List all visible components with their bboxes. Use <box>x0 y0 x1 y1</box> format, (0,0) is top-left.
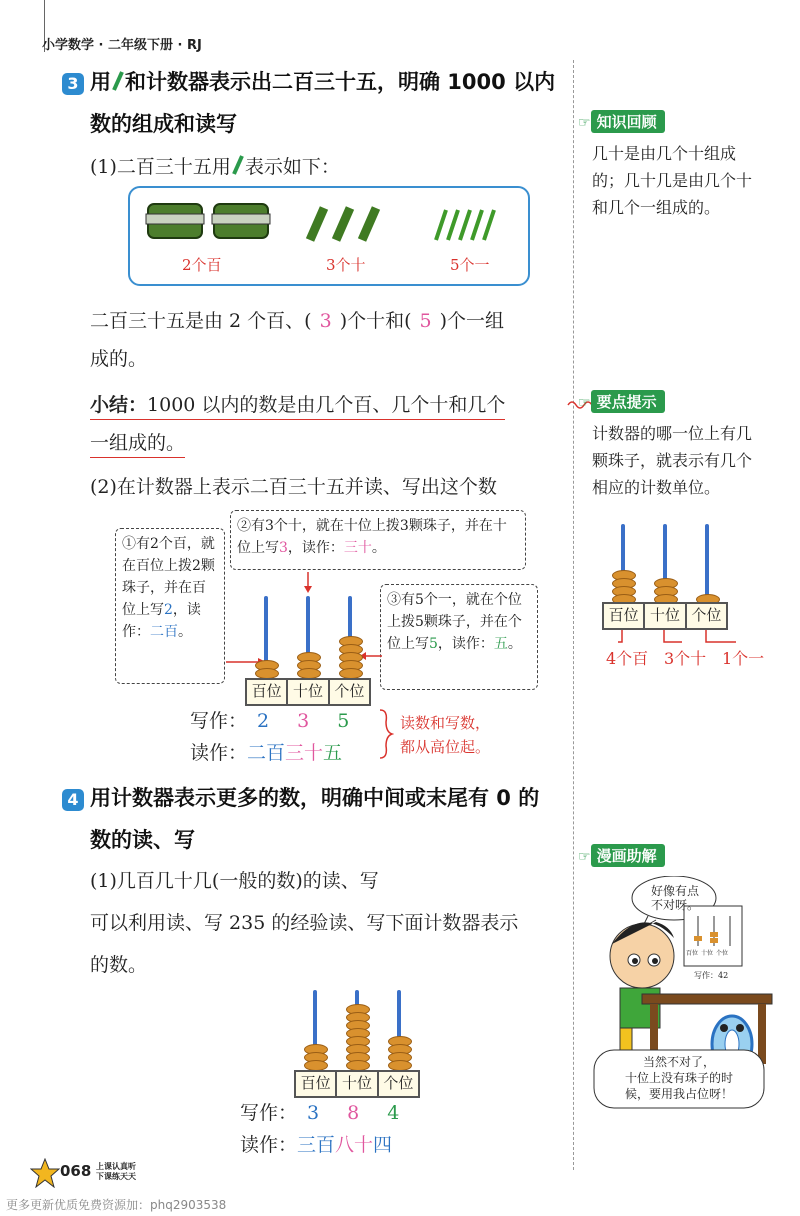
section-4-number: 4 <box>62 789 84 811</box>
reading-hundreds: 二百 <box>247 742 286 764</box>
note2-digit: 3 <box>279 540 288 556</box>
abacus-384 <box>294 988 420 1098</box>
label-ones: 个位 <box>383 1074 414 1092</box>
note3-read-label: ，读作： <box>437 636 494 652</box>
sidebar-review-text <box>592 140 752 221</box>
mini-abacus-labels <box>686 948 728 957</box>
write-label: 写作： <box>190 710 248 732</box>
brace-note-2: 都从高位起。 <box>400 738 491 756</box>
label-tens: 十位 <box>645 604 686 628</box>
star-mascot-icon <box>30 1158 60 1188</box>
review-line: 和几个一组成的。 <box>592 198 721 217</box>
column-divider <box>573 60 574 1170</box>
ten-bundles <box>310 208 376 240</box>
hand-icon: ☞ <box>578 849 591 865</box>
title-part-b: 和计数器表示出二百三十五，明确 1000 以内 <box>125 70 556 94</box>
tag-label: 漫画助解 <box>591 844 665 867</box>
note3-digit: 5 <box>429 636 438 652</box>
note3-text: ③有5个一，就在个位上拨5颗珠子，并在个位上写 <box>387 592 522 652</box>
write-row-235 <box>190 706 349 733</box>
section-4-title-text: 用计数器表示更多的数，明确中间或末尾有 0 的 <box>90 786 540 810</box>
comic-panel <box>590 876 780 1116</box>
bubble-line: 好像有点 <box>650 884 699 898</box>
label-hundreds: 百位 <box>296 1072 337 1096</box>
label-ones: 个位 <box>334 682 365 700</box>
note-hundreds <box>115 528 225 684</box>
label-tens: 十位 <box>337 1072 378 1096</box>
label-hundreds: 百位 <box>604 604 645 628</box>
tag-label: 知识回顾 <box>591 110 665 133</box>
note2-end: 。 <box>371 540 386 556</box>
corner-line <box>10 0 45 52</box>
digit-hundreds: 2 <box>257 710 270 732</box>
digit-ones: 4 <box>387 1102 400 1124</box>
note1-digit: 2 <box>164 602 173 618</box>
section-4-title <box>62 782 539 812</box>
write-row-384 <box>240 1098 399 1125</box>
digit-tens: 3 <box>297 710 310 732</box>
sidebar-tag-review <box>578 110 665 133</box>
note1-text: ①有2个百，就在百位上拨2颗珠子，并在百位上写 <box>122 536 215 618</box>
tips-line: 颗珠子，就表示有几个 <box>592 451 753 470</box>
s4-part1: (1)几百几十几(一般的数)的读、写 <box>90 870 379 892</box>
read-row-235 <box>190 738 342 765</box>
section-3-title <box>62 66 555 96</box>
answer-ones: 5 <box>419 310 432 332</box>
caption-tens: 3个十 <box>326 256 366 274</box>
hundred-bundle-1 <box>146 204 204 238</box>
page-number: 068 <box>60 1162 92 1180</box>
stick-icon-small <box>231 154 245 176</box>
sidebar-tag-comic <box>578 844 665 867</box>
label-ones: 个位 <box>691 606 722 624</box>
tips-line: 相应的计数单位。 <box>592 478 721 497</box>
note2-read-label: ，读作： <box>287 540 344 556</box>
mini-write: 写作：42 <box>694 971 729 980</box>
slogan-line: 上课认真听 <box>96 1162 136 1171</box>
summary-label: 小结： <box>90 394 148 416</box>
bubble-line: 当然不对了， <box>642 1055 715 1069</box>
summary-line <box>90 390 505 420</box>
read-row-384 <box>240 1130 392 1157</box>
answer-tens: 3 <box>319 310 332 332</box>
section-4-title-line2: 数的读、写 <box>90 828 195 852</box>
section-3-title-line2: 数的组成和读写 <box>90 112 237 136</box>
part1-text-b: 表示如下： <box>244 156 340 178</box>
note3-reading: 五 <box>493 636 508 652</box>
title-part-a: 用 <box>90 70 111 94</box>
part1-text-a: (1)二百三十五用 <box>90 156 231 178</box>
sentence-part-b: )个十和( <box>339 310 412 332</box>
abacus-base <box>294 1070 420 1098</box>
sidebar-tips-text <box>592 420 752 501</box>
brace-note-1: 读数和写数， <box>400 714 491 732</box>
bubble-line: 候，要用我占位呀！ <box>624 1087 733 1101</box>
abacus-431 <box>602 522 728 632</box>
note1-end: 。 <box>178 624 192 640</box>
note3-end: 。 <box>507 636 522 652</box>
stick-bundles-panel <box>128 186 530 286</box>
single-sticks <box>436 210 494 240</box>
reading-tens: 八十 <box>335 1134 374 1156</box>
s4-instruction-end: 的数。 <box>90 954 148 976</box>
read-label: 读作： <box>190 742 248 764</box>
section-3-number: 3 <box>62 73 84 95</box>
note-ones <box>380 584 538 690</box>
rod-ones <box>705 524 709 604</box>
part1-intro <box>90 152 340 179</box>
tips-line: 计数器的哪一位上有几 <box>592 424 753 443</box>
composition-sentence <box>90 306 504 333</box>
sentence-part-c: )个一组 <box>439 310 505 332</box>
unit-tens: 3个十 <box>664 649 707 668</box>
bubble-line: 十位上没有珠子的时 <box>624 1071 733 1085</box>
reading-hundreds: 三百 <box>297 1134 336 1156</box>
page-header: 小学数学 · 二年级下册 · RJ <box>42 38 202 53</box>
caption-hundreds: 2个百 <box>182 256 222 274</box>
write-label: 写作： <box>240 1102 298 1124</box>
reading-tens: 三十 <box>285 742 324 764</box>
summary-line-2: 一组成的。 <box>90 428 185 458</box>
tag-label: 要点提示 <box>591 390 665 413</box>
reading-ones: 四 <box>373 1134 393 1156</box>
read-label: 读作： <box>240 1134 298 1156</box>
unit-ones: 1个一 <box>722 649 765 668</box>
speech-bubble-boy <box>642 884 708 912</box>
reading-ones: 五 <box>323 742 343 764</box>
part2-intro: (2)在计数器上表示二百三十五并读、写出这个数 <box>90 476 497 498</box>
s4-instruction: 可以利用读、写 235 的经验读、写下面计数器表示 <box>90 912 519 934</box>
note2-reading: 三十 <box>343 540 372 556</box>
slogan-line: 下课练天天 <box>96 1172 136 1181</box>
hundred-bundle-2 <box>212 204 270 238</box>
stick-bundles-illustration <box>130 194 528 254</box>
review-line: 几十是由几个十组成 <box>592 144 737 163</box>
caption-ones: 5个一 <box>450 256 490 274</box>
note1-read-label: ，读作： <box>122 602 201 640</box>
mini-label: 百位 <box>686 950 699 957</box>
composition-sentence-end: 成的。 <box>90 348 148 370</box>
digit-tens: 8 <box>347 1102 360 1124</box>
sidebar-tag-tips <box>578 390 665 413</box>
mini-label: 十位 <box>701 950 714 957</box>
digit-hundreds: 3 <box>307 1102 320 1124</box>
mini-label: 个位 <box>716 950 729 957</box>
label-hundreds: 百位 <box>247 680 288 704</box>
speech-bubble-zero <box>598 1054 760 1102</box>
summary-text: 1000 以内的数是由几个百、几个十和几个 <box>147 394 506 416</box>
abacus-base <box>245 678 371 706</box>
review-line: 的；几十几是由几个十 <box>592 171 753 190</box>
note1-reading: 二百 <box>150 624 178 640</box>
source-note: 更多更新优质免费资源加：phq2903538 <box>6 1198 227 1212</box>
bubble-line: 不对呀。 <box>650 898 699 912</box>
abacus-base <box>602 602 728 630</box>
hand-icon: ☞ <box>578 395 591 411</box>
note-tens <box>230 510 526 570</box>
brace <box>376 708 394 760</box>
abacus-235 <box>245 590 371 706</box>
stick-icon <box>111 70 125 92</box>
unit-hundreds: 4个百 <box>606 649 649 668</box>
hand-icon: ☞ <box>578 115 591 131</box>
label-tens: 十位 <box>288 680 329 704</box>
digit-ones: 5 <box>337 710 350 732</box>
note2-text: ②有3个十，就在十位上拨3颗珠子，并在十位上写 <box>237 518 507 556</box>
sentence-part-a: 二百三十五是由 2 个百、( <box>90 310 312 332</box>
slogan <box>96 1162 136 1182</box>
